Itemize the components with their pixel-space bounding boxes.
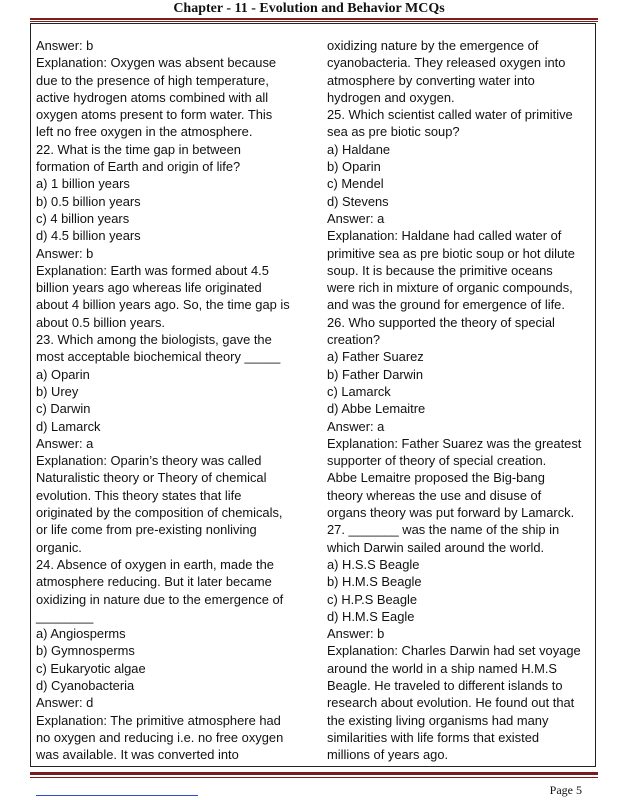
text-line: theory whereas the use and disuse of	[327, 487, 542, 503]
footer-link-underline[interactable]	[36, 795, 198, 796]
text-line: Explanation: Charles Darwin had set voyage	[327, 643, 581, 659]
right-column	[327, 37, 593, 763]
text-line: d) Cyanobacteria	[36, 677, 135, 693]
text-line: Answer: d	[36, 695, 94, 711]
page-number: Page 5	[549, 783, 582, 797]
text-line: cyanobacteria. They released oxygen into	[327, 55, 566, 71]
text-line: Answer: b	[36, 245, 94, 261]
text-line: hydrogen and oxygen.	[327, 89, 455, 105]
text-line: similarities with life forms that existed	[327, 729, 540, 745]
text-line: billion years ago whereas life originated	[36, 280, 262, 296]
footer-rule-upper	[30, 772, 598, 775]
text-line: 25. Which scientist called water of primitive	[327, 107, 573, 123]
text-line: Answer: a	[327, 418, 385, 434]
text-line: originated by the composition of chemicals,	[36, 505, 283, 521]
text-line: Answer: a	[36, 435, 94, 451]
text-line: Answer: b	[327, 626, 385, 642]
page-header-title: Chapter - 11 - Evolution and Behavior MCQs	[173, 1, 445, 16]
text-line: creation?	[327, 332, 381, 348]
text-line: b) Oparin	[327, 159, 381, 175]
text-line: which Darwin sailed around the world.	[327, 539, 545, 555]
text-line: b) Urey	[36, 383, 79, 399]
text-line: Explanation: The primitive atmosphere had	[36, 712, 281, 728]
text-line: Explanation: Oparin’s theory was called	[36, 453, 262, 469]
text-line: formation of Earth and origin of life?	[36, 159, 241, 175]
text-line: active hydrogen atoms combined with all	[36, 89, 269, 105]
text-line: atmosphere by converting water into	[327, 72, 535, 88]
text-line: 23. Which among the biologists, gave the	[36, 332, 272, 348]
text-line: c) 4 billion years	[36, 210, 130, 226]
text-line: most acceptable biochemical theory _____	[36, 349, 281, 365]
text-line: Abbe Lemaitre proposed the Big-bang	[327, 470, 545, 486]
text-line: sea as pre biotic soup?	[327, 124, 460, 140]
text-line: c) Eukaryotic algae	[36, 660, 146, 676]
text-line: d) Abbe Lemaitre	[327, 401, 426, 417]
text-line: a) 1 billion years	[36, 176, 130, 192]
text-line: soup. It is because the primitive oceans	[327, 262, 553, 278]
text-line: d) 4.5 billion years	[36, 228, 141, 244]
text-line: the existing living organisms had many	[327, 712, 549, 728]
text-line: left no free oxygen in the atmosphere.	[36, 124, 253, 140]
text-line: oxygen atoms present to form water. This	[36, 107, 273, 123]
text-line: Naturalistic theory or Theory of chemical	[36, 470, 267, 486]
text-line: 27. _______ was the name of the ship in	[327, 522, 560, 538]
text-line: no oxygen and reducing i.e. no free oxygen	[36, 729, 284, 745]
text-line: a) Angiosperms	[36, 626, 126, 642]
text-line: b) 0.5 billion years	[36, 193, 141, 209]
text-line: d) Stevens	[327, 193, 389, 209]
text-line: b) H.M.S Beagle	[327, 574, 422, 590]
text-line: a) Father Suarez	[327, 349, 424, 365]
text-line: c) Darwin	[36, 401, 91, 417]
text-line: research about evolution. He found out that	[327, 695, 575, 711]
text-line: 24. Absence of oxygen in earth, made the	[36, 556, 274, 572]
text-line: oxidizing in nature due to the emergence of	[36, 591, 284, 607]
text-line: about 0.5 billion years.	[36, 314, 165, 330]
text-line: oxidizing nature by the emergence of	[327, 38, 539, 53]
text-line: evolution. This theory states that life	[36, 487, 242, 503]
text-line: a) H.S.S Beagle	[327, 556, 420, 572]
text-line: or life come from pre-existing nonliving	[36, 522, 257, 538]
text-line: supporter of theory of special creation.	[327, 453, 547, 469]
text-line: a) Haldane	[327, 141, 391, 157]
text-line: Explanation: Oxygen was absent because	[36, 55, 277, 71]
text-line: organic.	[36, 539, 82, 555]
text-line: atmosphere reducing. But it later became	[36, 574, 272, 590]
text-line: Answer: a	[327, 210, 385, 226]
header-rule-lower	[30, 21, 598, 22]
text-line: Explanation: Earth was formed about 4.5	[36, 262, 269, 278]
text-line: and was the ground for emergence of life.	[327, 297, 565, 313]
text-line: b) Gymnosperms	[36, 643, 135, 659]
text-line: were rich in mixture of organic compounds,	[327, 280, 573, 296]
left-column	[36, 37, 306, 763]
text-line: c) Lamarck	[327, 383, 391, 399]
text-line: d) Lamarck	[36, 418, 101, 434]
text-line: millions of years ago.	[327, 747, 449, 763]
text-line: organs theory was put forward by Lamarck.	[327, 505, 575, 521]
text-line: around the world in a ship named H.M.S	[327, 660, 558, 676]
text-line: 26. Who supported the theory of special	[327, 314, 555, 330]
text-line: ________	[36, 608, 94, 624]
text-line: Beagle. He traveled to different islands to	[327, 677, 563, 693]
text-line: about 4 billion years ago. So, the time gap is	[36, 297, 290, 313]
text-line: primitive sea as pre biotic soup or hot dilute	[327, 245, 575, 261]
text-line: Answer: b	[36, 38, 94, 53]
text-line: Explanation: Father Suarez was the greatest	[327, 435, 582, 451]
header-rule-upper	[30, 18, 598, 20]
text-line: was available. It was converted into	[36, 747, 239, 763]
text-line: d) H.M.S Eagle	[327, 608, 415, 624]
text-line: 22. What is the time gap in between	[36, 141, 241, 157]
text-line: c) Mendel	[327, 176, 384, 192]
text-line: c) H.P.S Beagle	[327, 591, 418, 607]
text-line: Explanation: Haldane had called water of	[327, 228, 562, 244]
text-line: b) Father Darwin	[327, 366, 423, 382]
footer-rule-lower	[30, 777, 598, 778]
text-line: due to the presence of high temperature,	[36, 72, 269, 88]
text-line: a) Oparin	[36, 366, 90, 382]
